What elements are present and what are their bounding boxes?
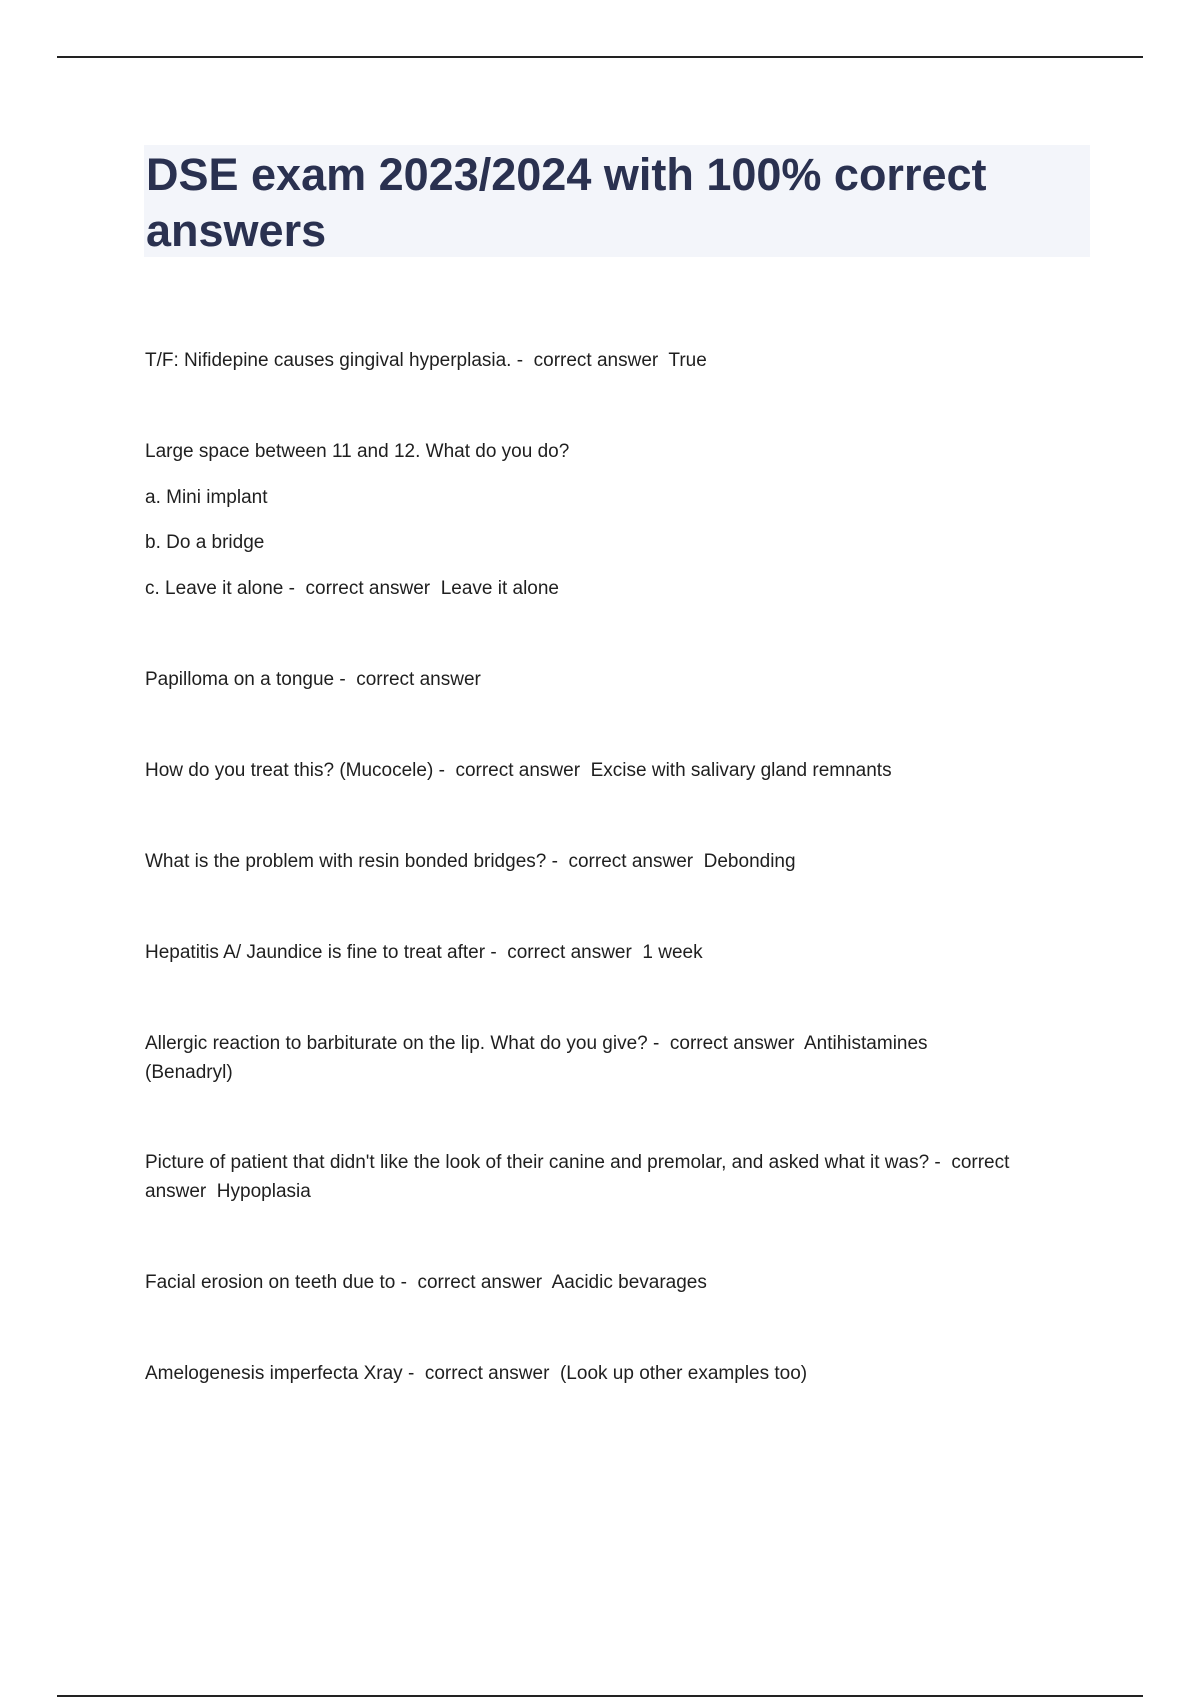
qa-item: How do you treat this? (Mucocele) - correct answer Excise with salivary gland remnants: [145, 760, 892, 781]
qa-item: Facial erosion on teeth due to - correct answer Aacidic bevarages: [145, 1272, 707, 1293]
option-b: b. Do a bridge: [145, 532, 265, 553]
qa-item: What is the problem with resin bonded bridges? - correct answer Debonding: [145, 851, 796, 872]
document-title: DSE exam 2023/2024 with 100% correct answers: [146, 149, 987, 256]
option-c: c. Leave it alone - correct answer Leave it alone: [145, 578, 560, 599]
question-text: Large space between 11 and 12. What do you do?: [145, 441, 570, 462]
header-rule: [57, 56, 1143, 58]
option-a: a. Mini implant: [145, 487, 268, 508]
qa-item: Amelogenesis imperfecta Xray - correct answer (Look up other examples too): [145, 1363, 808, 1384]
footer-rule: [57, 1695, 1143, 1697]
qa-item: Picture of patient that didn't like the look of their canine and premolar, and asked what it was? - correct answer Hypoplasia: [145, 1152, 1010, 1202]
qa-item: T/F: Nifidepine causes gingival hyperplasia. - correct answer True: [145, 350, 707, 371]
title-banner: [144, 145, 1090, 257]
qa-item: Papilloma on a tongue - correct answer: [145, 669, 481, 690]
qa-item: Allergic reaction to barbiturate on the lip. What do you give? - correct answer Antihistamines (Benadryl): [145, 1033, 928, 1083]
qa-item: Hepatitis A/ Jaundice is fine to treat after - correct answer 1 week: [145, 942, 703, 963]
